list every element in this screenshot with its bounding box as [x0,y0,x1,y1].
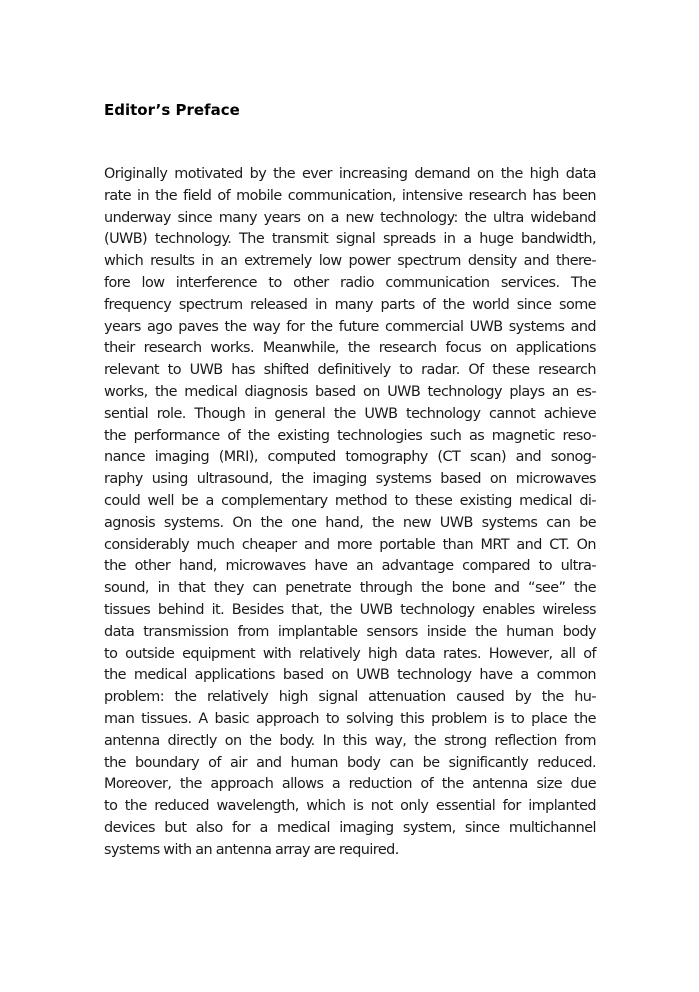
text-line: their research works. Meanwhile, the research focus on applications [104,340,596,357]
text-line: agnosis systems. On the one hand, the new UWB systems can be [104,514,596,531]
text-line: Originally motivated by the ever increasing demand on the high data [104,166,596,182]
text-line: which results in an extremely low power spectrum density and there- [104,253,596,270]
text-line: works, the medical diagnosis based on UWB technology plays an es- [104,383,596,400]
text-line: antenna directly on the body. In this way, the strong reflection from [104,732,596,749]
text-line: the boundary of air and human body can be significantly reduced. [104,754,596,771]
text-line: the medical applications based on UWB technology have a common [104,667,596,684]
text-line: problem: the relatively high signal attenuation caused by the hu- [104,689,596,706]
text-line: raphy using ultrasound, the imaging systems based on microwaves [104,471,596,488]
text-line: fore low interference to other radio communication services. The [104,274,596,291]
text-line: years ago paves the way for the future commercial UWB systems and [104,318,596,335]
text-line: (UWB) technology. The transmit signal spreads in a huge bandwidth, [104,231,596,248]
text-line: systems with an antenna array are required. [104,841,399,858]
text-line: frequency spectrum released in many parts of the world since some [104,296,596,313]
text-line: sound, in that they can penetrate through the bone and “see” the [104,580,596,597]
text-line: relevant to UWB has shifted definitively to radar. Of these research [104,362,596,379]
text-line: tissues behind it. Besides that, the UWB technology enables wireless [104,601,596,618]
text-line: to outside equipment with relatively high data rates. However, all of [104,645,596,662]
text-line: the performance of the existing technologies such as magnetic reso- [104,427,596,444]
text-line: underway since many years on a new technology: the ultra wideband [104,209,596,226]
text-line: sential role. Though in general the UWB technology cannot achieve [104,405,596,422]
text-line: nance imaging (MRI), computed tomography (CT scan) and sonog- [104,449,596,466]
preface-body [104,164,596,862]
text-line: devices but also for a medical imaging system, since multichannel [104,819,596,836]
text-line: the other hand, microwaves have an advantage compared to ultra- [104,558,596,575]
text-line: man tissues. A basic approach to solving this problem is to place the [104,710,596,727]
page-title: Editor’s Preface [104,101,240,119]
text-line: rate in the field of mobile communication, intensive research has been [104,187,596,204]
text-line: data transmission from implantable sensors inside the human body [104,623,596,640]
text-line: considerably much cheaper and more portable than MRT and CT. On [104,536,596,553]
text-line: to the reduced wavelength, which is not only essential for implanted [104,798,596,815]
text-line: could well be a complementary method to these existing medical di- [104,492,596,509]
text-line: Moreover, the approach allows a reduction of the antenna size due [104,776,596,793]
